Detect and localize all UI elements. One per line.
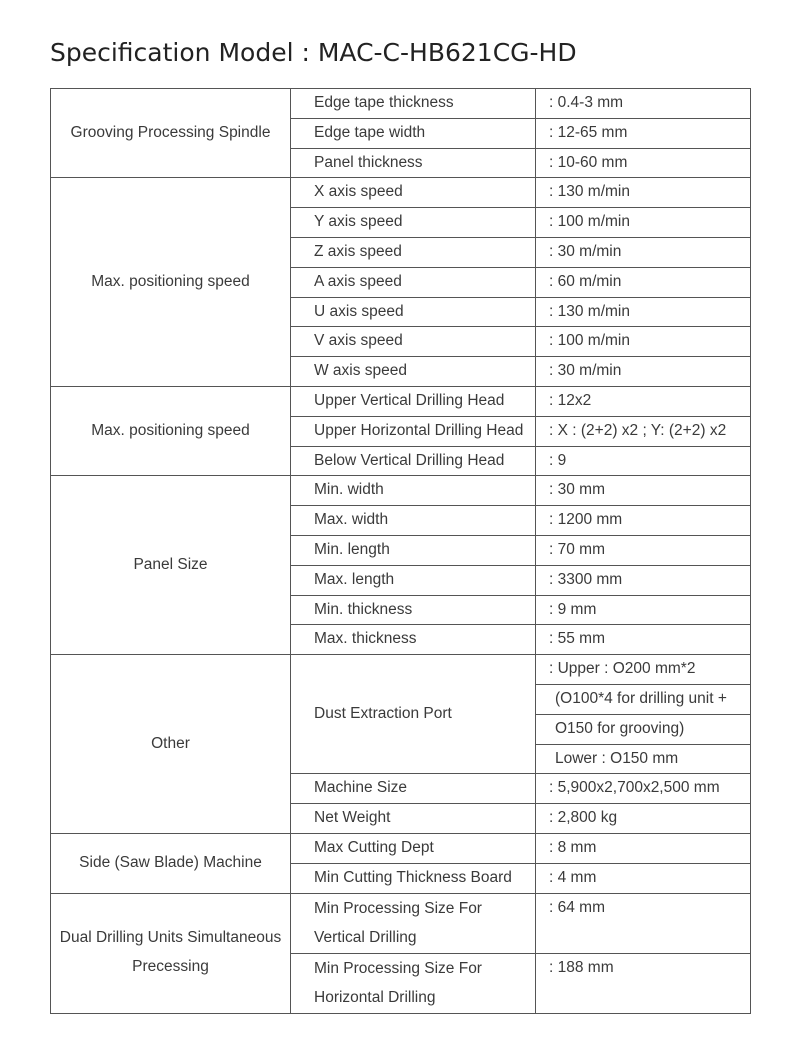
spec-value: : 8 mm (536, 833, 751, 863)
spec-label: Min Cutting Thickness Board (291, 863, 536, 893)
table-row (51, 178, 751, 208)
spec-label: Edge tape width (291, 118, 536, 148)
spec-label-line1: Min Processing Size For (314, 959, 482, 977)
group-dual-line1: Dual Drilling Units Simultaneous (59, 929, 282, 947)
spec-value: : X : (2+2) x2 ; Y: (2+2) x2 (536, 416, 751, 446)
page-title: Specification Model : MAC-C-HB621CG-HD (50, 38, 577, 67)
spec-value: (O100*4 for drilling unit + (536, 684, 751, 714)
spec-value: : 30 m/min (536, 237, 751, 267)
spec-value: : 1200 mm (536, 506, 751, 536)
table-row (51, 893, 751, 953)
spec-value: : 70 mm (536, 535, 751, 565)
group-saw-blade: Side (Saw Blade) Machine (51, 833, 291, 893)
spec-value: : 0.4-3 mm (536, 89, 751, 119)
spec-label: Edge tape thickness (291, 89, 536, 119)
spec-label (291, 893, 536, 953)
spec-value: O150 for grooving) (536, 714, 751, 744)
spec-label: Upper Horizontal Drilling Head (291, 416, 536, 446)
table-row (51, 833, 751, 863)
spec-label: A axis speed (291, 267, 536, 297)
spec-value: : Upper : O200 mm*2 (536, 655, 751, 685)
group-speed: Max. positioning speed (51, 178, 291, 387)
spec-value: : 9 mm (536, 595, 751, 625)
spec-value: : 10-60 mm (536, 148, 751, 178)
group-grooving: Grooving Processing Spindle (51, 89, 291, 178)
spec-label: Min. thickness (291, 595, 536, 625)
table-row (51, 655, 751, 685)
spec-value: : 100 m/min (536, 208, 751, 238)
spec-label: Max. length (291, 565, 536, 595)
spec-label: Min. width (291, 476, 536, 506)
spec-label: W axis speed (291, 357, 536, 387)
spec-label: Y axis speed (291, 208, 536, 238)
group-drilling: Max. positioning speed (51, 386, 291, 475)
spec-value: : 55 mm (536, 625, 751, 655)
spec-label: Dust Extraction Port (291, 655, 536, 774)
spec-value: : 30 mm (536, 476, 751, 506)
spec-label: Upper Vertical Drilling Head (291, 386, 536, 416)
spec-label: Max. width (291, 506, 536, 536)
table-row (51, 89, 751, 119)
spec-value: : 2,800 kg (536, 804, 751, 834)
spec-label: X axis speed (291, 178, 536, 208)
group-dual-drilling (51, 893, 291, 1013)
spec-value: : 60 m/min (536, 267, 751, 297)
spec-value: : 100 m/min (536, 327, 751, 357)
spec-label-line1: Min Processing Size For (314, 899, 482, 917)
spec-label: U axis speed (291, 297, 536, 327)
spec-value: : 130 m/min (536, 297, 751, 327)
spec-label-line2: Horizontal Drilling (314, 989, 436, 1007)
spec-value: : 188 mm (536, 953, 751, 1013)
group-other: Other (51, 655, 291, 834)
spec-value: : 3300 mm (536, 565, 751, 595)
spec-label: Below Vertical Drilling Head (291, 446, 536, 476)
spec-label: V axis speed (291, 327, 536, 357)
spec-label: Max Cutting Dept (291, 833, 536, 863)
spec-label: Max. thickness (291, 625, 536, 655)
spec-label: Net Weight (291, 804, 536, 834)
spec-label: Machine Size (291, 774, 536, 804)
spec-value: : 9 (536, 446, 751, 476)
table-row (51, 386, 751, 416)
spec-label: Z axis speed (291, 237, 536, 267)
spec-value: : 12x2 (536, 386, 751, 416)
spec-value: : 130 m/min (536, 178, 751, 208)
group-dual-line2: Precessing (132, 958, 209, 976)
spec-label: Min. length (291, 535, 536, 565)
spec-label: Panel thickness (291, 148, 536, 178)
spec-value: : 12-65 mm (536, 118, 751, 148)
spec-label-line2: Vertical Drilling (314, 929, 417, 947)
table-row (51, 476, 751, 506)
spec-label (291, 953, 536, 1013)
spec-value: Lower : O150 mm (536, 744, 751, 774)
spec-table (50, 88, 751, 1014)
group-panel-size: Panel Size (51, 476, 291, 655)
spec-value: : 4 mm (536, 863, 751, 893)
spec-value: : 5,900x2,700x2,500 mm (536, 774, 751, 804)
spec-value: : 30 m/min (536, 357, 751, 387)
spec-value: : 64 mm (536, 893, 751, 953)
